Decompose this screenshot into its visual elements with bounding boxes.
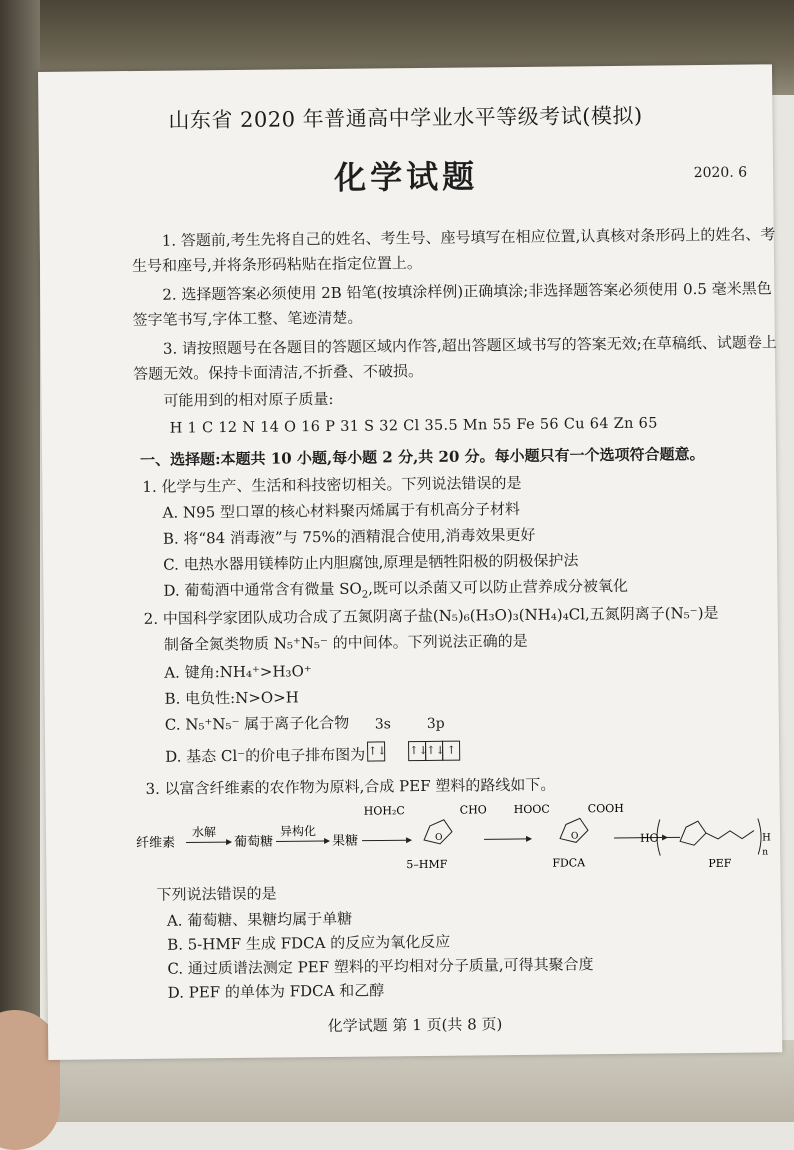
fdca-ring-o: O bbox=[571, 831, 578, 841]
section-heading: 一、选择题:本题共 10 小题,每小题 2 分,共 20 分。每小题只有一个选项符合题意。 bbox=[140, 443, 705, 470]
q3-option-d: D. PEF 的单体为 FDCA 和乙醇 bbox=[168, 978, 385, 1004]
route-start: 纤维素 bbox=[136, 836, 175, 851]
atomic-masses-label: 可能用到的相对原子质量: bbox=[133, 382, 783, 414]
route-arrowhead bbox=[406, 837, 412, 843]
hmf-ring-o: O bbox=[435, 833, 442, 843]
q2-option-c: C. N₅⁺N₅⁻ 属于离子化合物 bbox=[165, 711, 350, 737]
fdca-right-group: COOH bbox=[588, 802, 624, 815]
subject-title: 化学试题 bbox=[39, 148, 773, 202]
hmf-left-group: HOH₂C bbox=[364, 804, 405, 817]
q2-option-b: B. 电负性:N>O>H bbox=[164, 685, 299, 710]
q3-option-a: A. 葡萄糖、果糖均属于单糖 bbox=[167, 907, 353, 933]
fdca-label: FDCA bbox=[552, 856, 586, 869]
route-fructose: 果糖 bbox=[332, 833, 358, 849]
photo-background-left bbox=[0, 0, 40, 1122]
q2-option-a: A. 键角:NH₄⁺>H₃O⁺ bbox=[164, 659, 312, 685]
q2-stem-line2: 制备全氮类物质 N₅⁺N₅⁻ 的中间体。下列说法正确的是 bbox=[164, 626, 794, 657]
q1-option-d-sub: 2 bbox=[362, 590, 368, 601]
q3-stem: 3. 以富含纤维素的农作物为原料,合成 PEF 塑料的路线如下。 bbox=[145, 770, 794, 801]
fdca-left-group: HOOC bbox=[514, 803, 550, 816]
q2-stem-line1: 2. 中国科学家团队成功合成了五氮阴离子盐(N₅)₆(H₃O)₃(NH₄)₄Cl,五氮阴离子(N₅⁻)是 bbox=[144, 600, 794, 631]
route-arrow-label: 水解 bbox=[192, 824, 216, 839]
q2-option-d: D. 基态 Cl⁻的价电子排布图为 bbox=[165, 743, 365, 769]
q1-option-a: A. N95 型口罩的核心材料聚丙烯属于有机高分子材料 bbox=[162, 497, 520, 525]
pef-h: H bbox=[762, 832, 771, 843]
q1-option-d-post: ,既可以杀菌又可以防止营养成分被氧化 bbox=[368, 577, 628, 598]
q1-option-c: C. 电热水器用镁棒防止内胆腐蚀,原理是牺牲阳极的阴极保护法 bbox=[163, 548, 578, 576]
exam-date: 2020. 6 bbox=[694, 165, 748, 182]
page-footer: 化学试题 第 1 页(共 8 页) bbox=[48, 1010, 782, 1039]
route-arrowhead bbox=[526, 836, 532, 842]
orbital-3p-box: ↑↓ bbox=[408, 740, 426, 760]
instruction-3: 3. 请按照题号在各题目的答题区域内作答,超出答题区域书写的答案无效;在草稿纸、试题卷上答题无效。保持卡面清洁,不折叠、不破损。 bbox=[133, 330, 783, 387]
pef-synthesis-route bbox=[134, 792, 775, 889]
orbital-3p-label: 3p bbox=[427, 716, 445, 732]
orbital-3s-label: 3s bbox=[375, 716, 391, 732]
exam-page bbox=[38, 64, 782, 1060]
orbital-3s-box: ↑↓ bbox=[367, 741, 385, 761]
pef-n: n bbox=[762, 847, 768, 857]
q1-option-b: B. 将“84 消毒液”与 75%的酒精混合使用,消毒效果更好 bbox=[163, 523, 536, 551]
q3-option-b: B. 5-HMF 生成 FDCA 的反应为氧化反应 bbox=[167, 930, 450, 957]
atomic-masses-list: H 1 C 12 N 14 O 16 P 31 S 32 Cl 35.5 Mn 55 Fe 56 Cu 64 Zn 65 bbox=[170, 416, 658, 437]
pef-bracket-right bbox=[758, 818, 761, 854]
instruction-1: 1. 答题前,考生先将自己的姓名、考生号、座号填写在相应位置,认真核对条形码上的姓名、考生号和座号,并将条形码粘贴在指定位置上。 bbox=[132, 222, 782, 279]
route-arrow-label: 异构化 bbox=[280, 823, 316, 838]
route-glucose: 葡萄糖 bbox=[234, 834, 273, 850]
pef-chain bbox=[706, 831, 754, 840]
pef-furan-ring bbox=[680, 821, 706, 845]
route-arrowhead bbox=[324, 838, 330, 844]
instruction-2: 2. 选择题答案必须使用 2B 铅笔(按填涂样例)正确填涂;非选择题答案必须使用 0.5 毫米黑色签字笔书写,字体工整、笔迹清楚。 bbox=[132, 276, 782, 333]
route-arrowhead bbox=[226, 839, 232, 845]
q1-option-d-pre: D. 葡萄酒中通常含有微量 SO bbox=[163, 580, 362, 600]
q3-sub-stem: 下列说法错误的是 bbox=[156, 876, 794, 907]
q1-stem: 1. 化学与生产、生活和科技密切相关。下列说法错误的是 bbox=[142, 468, 792, 499]
exam-title: 山东省 2020 年普通高中学业水平等级考试(模拟) bbox=[38, 98, 772, 136]
hmf-right-group: CHO bbox=[460, 803, 487, 816]
orbital-diagram bbox=[367, 740, 459, 761]
route-arrow bbox=[276, 841, 324, 842]
hmf-label: 5–HMF bbox=[406, 858, 447, 871]
q3-option-c: C. 通过质谱法测定 PEF 塑料的平均相对分子质量,可得其聚合度 bbox=[167, 952, 593, 980]
orbital-3p-box: ↑↓ bbox=[425, 740, 443, 760]
orbital-3p-box: ↑ bbox=[442, 740, 460, 760]
pef-label: PEF bbox=[708, 857, 732, 870]
pef-ho: HO bbox=[640, 832, 659, 845]
